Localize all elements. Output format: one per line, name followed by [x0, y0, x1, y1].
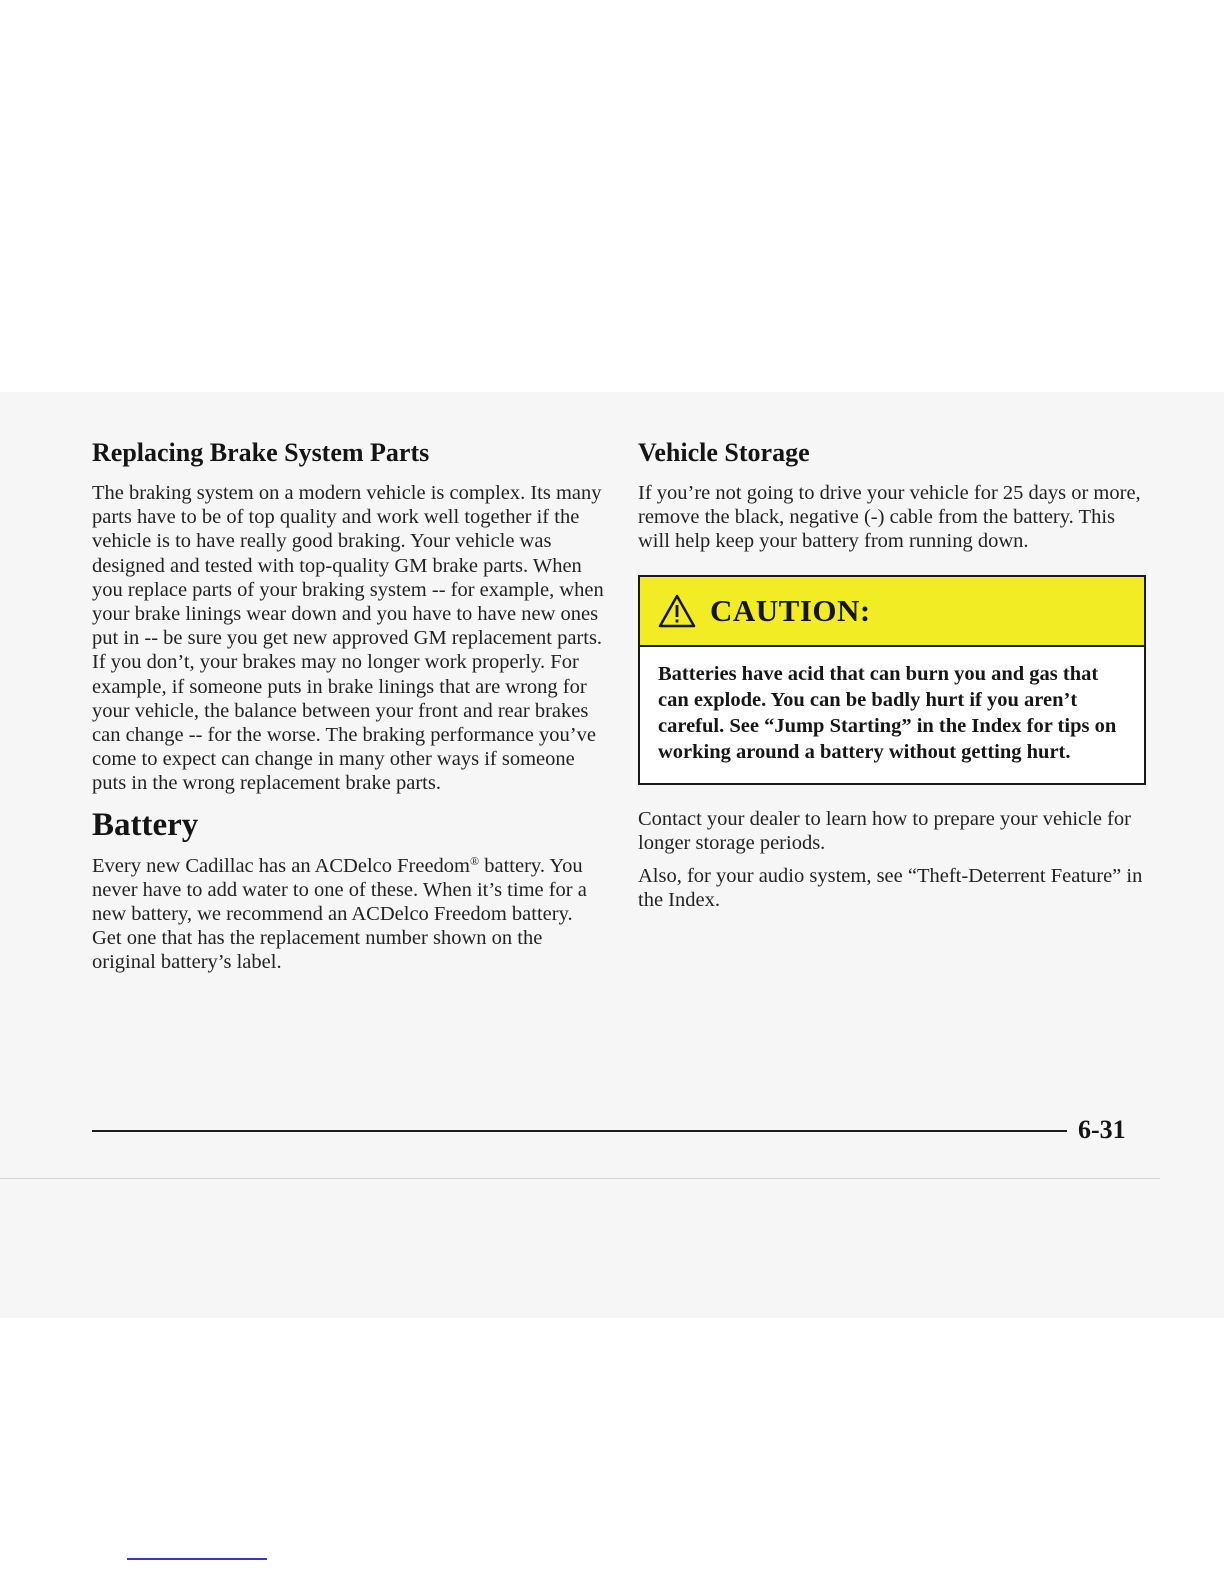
- brake-parts-paragraph: The braking system on a modern vehicle is complex. Its many parts have to be of top quality and work well together if the vehicle is to have really good braking. Your vehicle was designed and tested with top-quality GM brake parts. When you replace parts of your braking system -- for example, when your brake linings wear down and you have to have new ones put in -- be sure you get new approved GM replacement parts. If you don’t, your brakes may no longer work properly. For example, if someone puts in brake linings that are wrong for your vehicle, the balance between your front and rear brakes can change -- for the worse. The braking performance you’ve come to expect can change in many other ways if someone puts in the wrong replacement brake parts.: [92, 482, 604, 795]
- scan-artifact-line: [0, 1178, 1160, 1179]
- page-number: 6-31: [1078, 1115, 1126, 1144]
- battery-text-start: Every new Cadillac has an ACDelco Freedom: [92, 854, 470, 877]
- audio-system-paragraph: Also, for your audio system, see “Theft-Deterrent Feature” in the Index.: [638, 865, 1143, 912]
- left-column: [92, 437, 604, 984]
- right-column: [638, 437, 1150, 921]
- caution-text: Batteries have acid that can burn you and gas that can explode. You can be badly hurt if you aren’t careful. See “Jump Starting” in the Index for tips on working around a battery without getting hurt.: [658, 662, 1117, 763]
- warning-triangle-icon: [658, 594, 696, 628]
- battery-heading: Battery: [92, 806, 199, 843]
- brake-parts-heading: Replacing Brake System Parts: [92, 438, 430, 467]
- battery-paragraph: [92, 854, 604, 975]
- caution-title: CAUTION:: [710, 592, 871, 628]
- battery-text-end: battery. You never have to add water to one of these. When it’s time for a new battery, we recommend an ACDelco Freedom battery. Get one that has the replacement number shown on the original battery’s label.: [92, 854, 587, 974]
- registered-mark: ®: [470, 853, 480, 868]
- dealer-paragraph: Contact your dealer to learn how to prepare your vehicle for longer storage periods.: [638, 807, 1131, 854]
- vehicle-storage-heading: Vehicle Storage: [638, 438, 810, 467]
- vehicle-storage-paragraph: If you’re not going to drive your vehicle for 25 days or more, remove the black, negative (-) cable from the battery. This will help keep your battery from running down.: [638, 482, 1141, 553]
- caution-box: [638, 575, 1146, 785]
- caution-header: [640, 577, 1144, 647]
- footer-rule: [92, 1130, 1067, 1132]
- bottom-link-underline[interactable]: [127, 1558, 267, 1560]
